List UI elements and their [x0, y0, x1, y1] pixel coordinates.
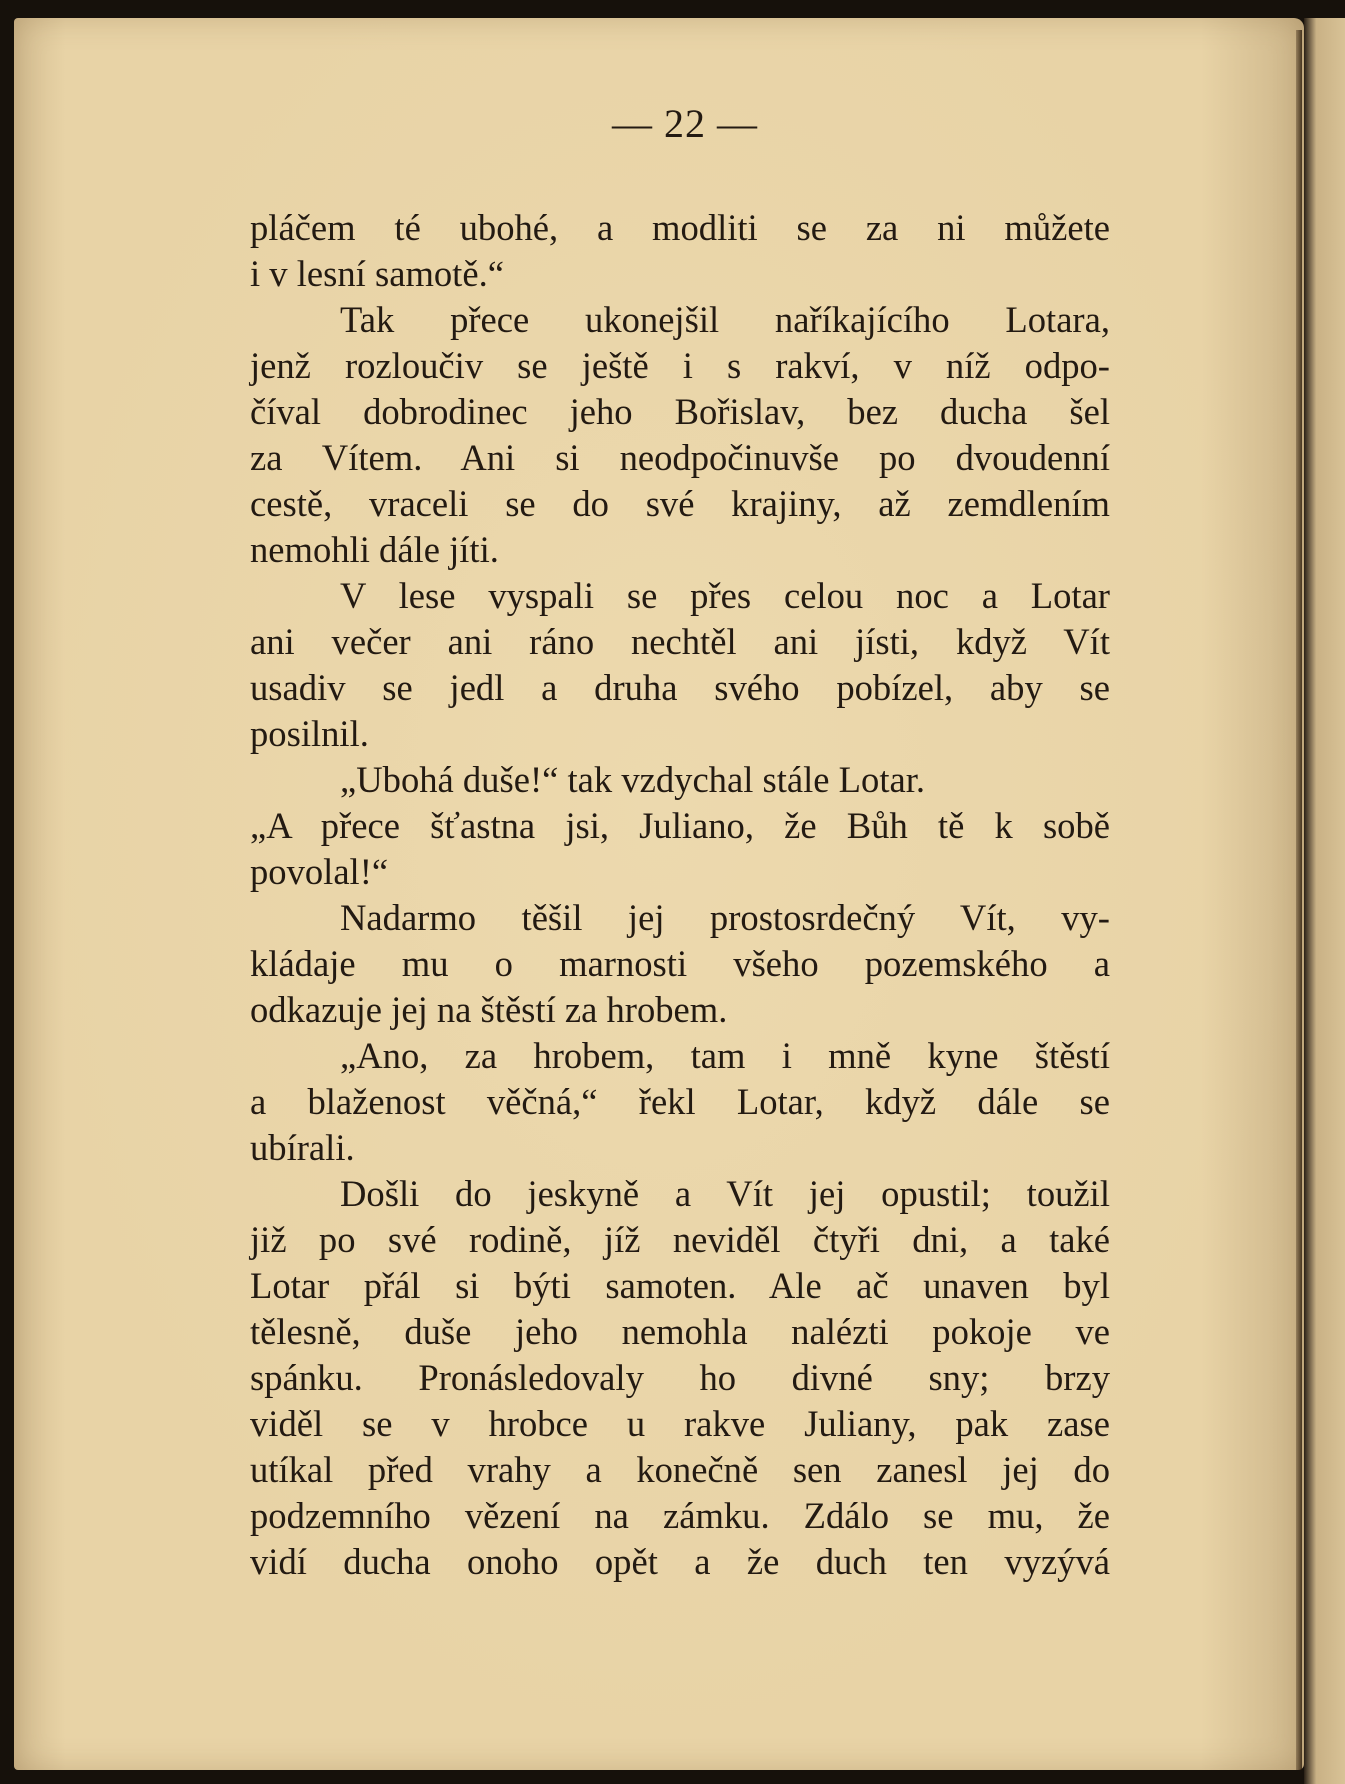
text-line: „A přece šťastna jsi, Juliano, že Bůh tě k sobě [250, 805, 1110, 846]
text-line: spánku. Pronásledovaly ho divné sny; brzy [250, 1357, 1110, 1398]
text-line: ubírali. [250, 1127, 355, 1168]
text-line: kládaje mu o marnosti všeho pozemského a [250, 943, 1110, 984]
text-line: „Ano, za hrobem, tam i mně kyne štěstí [340, 1035, 1110, 1076]
page-number: — 22 — [612, 101, 758, 146]
text-line: ani večer ani ráno nechtěl ani jísti, když Vít [250, 621, 1110, 662]
text-line: nemohli dále jíti. [250, 529, 499, 570]
text-line: číval dobrodinec jeho Bořislav, bez ducha šel [250, 391, 1110, 432]
adjacent-page-edge [1304, 18, 1345, 1784]
text-line: povolal!“ [250, 851, 389, 892]
text-line: pláčem té ubohé, a modliti se za ni můžete [250, 207, 1110, 248]
text-line: usadiv se jedl a druha svého pobízel, aby se [250, 667, 1110, 708]
text-line: „Ubohá duše!“ tak vzdychal stále Lotar. [340, 759, 926, 800]
text-line: viděl se v hrobce u rakve Juliany, pak zase [250, 1403, 1110, 1444]
page-edge-shadow [1296, 30, 1302, 1770]
text-line: Tak přece ukonejšil naříkajícího Lotara, [340, 299, 1110, 340]
text-line: odkazuje jej na štěstí za hrobem. [250, 989, 728, 1030]
text-line: V lese vyspali se přes celou noc a Lotar [340, 575, 1110, 616]
text-line: utíkal před vrahy a konečně sen zanesl jej do [250, 1449, 1110, 1490]
text-line: posilnil. [250, 713, 369, 754]
text-line: i v lesní samotě.“ [250, 253, 504, 294]
text-line: tělesně, duše jeho nemohla nalézti pokoje ve [250, 1311, 1110, 1352]
text-line: Došli do jeskyně a Vít jej opustil; toužil [340, 1173, 1110, 1214]
text-line: za Vítem. Ani si neodpočinuvše po dvoudenní [250, 437, 1110, 478]
text-line: cestě, vraceli se do své krajiny, až zemdlením [250, 483, 1110, 524]
text-line: Nadarmo těšil jej prostosrdečný Vít, vy- [340, 897, 1110, 938]
body-text [250, 205, 1110, 1582]
text-line: podzemního vězení na zámku. Zdálo se mu, že [250, 1495, 1110, 1536]
text-line: a blaženost věčná,“ řekl Lotar, když dále se [250, 1081, 1110, 1122]
text-line: Lotar přál si býti samoten. Ale ač unaven byl [250, 1265, 1110, 1306]
text-line: již po své rodině, jíž neviděl čtyři dni, a také [250, 1219, 1110, 1260]
text-line: vidí ducha onoho opět a že duch ten vyzývá [250, 1541, 1110, 1582]
text-line: jenž rozloučiv se ještě i s rakví, v níž odpo- [250, 345, 1110, 386]
